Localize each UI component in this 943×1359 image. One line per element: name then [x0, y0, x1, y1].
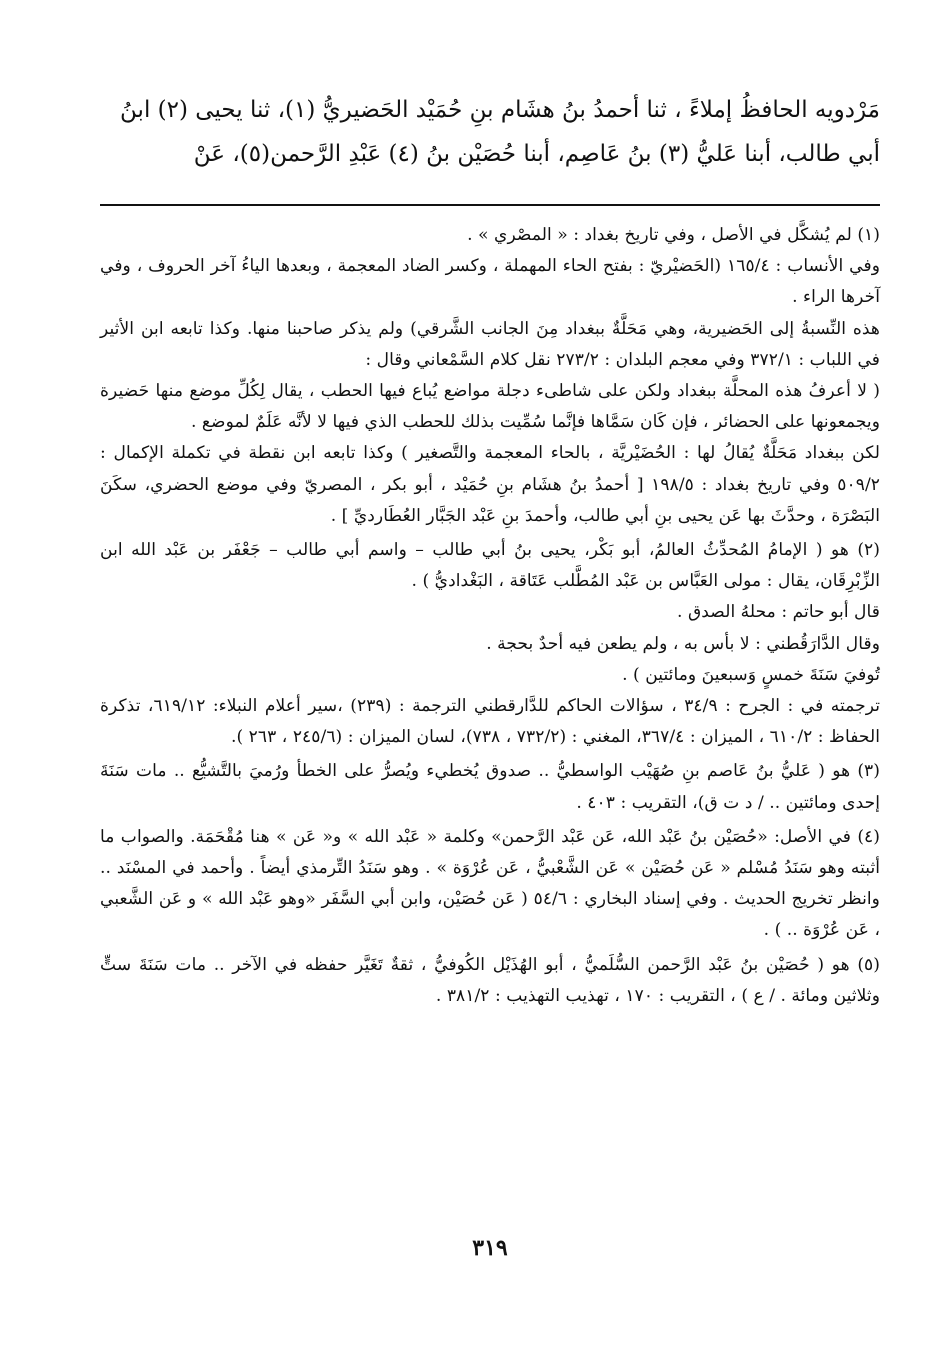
- footnote-line: لكن ببغداد مَحَلَّةٌ يُقالُ لها : الحُضَيْريَّة ، بالحاء المعجمة والتَّصغير ) وكذا تابعه ابن نقطة في تكملة الإكمال : ٥٠٩/٢ وفي تاريخ بغداد : ١٩٨/٥ [ أحمدُ بنُ هشَام بنِ حُمَيْد ، أبو بكر ، المصريّ وفي موضع الحضري، سكَنَ البَصْرَة ، وحدَّثَ بها عَن يحيى بنِ أبي طالب، وأحمدَ بنِ عَبْد الجَبَّار العُطَارديِّ ] .: [100, 443, 880, 526]
- footnote-line: (٥) هو ( حُصَيْن بنُ عَبْد الرَّحمن السُّلَميُّ ، أبو الهُذَيْل الكُوفيُّ ، ثقةٌ تَغَيَّر حفظه في الآخر .. مات سَنَةَ ستٍّ وثلاثين ومائة . / ع ) ، التقريب : ١٧٠ ، تهذيب التهذيب : ٣٨١/٢ .: [100, 954, 880, 1006]
- main-text: [100, 80, 880, 176]
- book-page: [100, 80, 880, 1320]
- footnote-line: (٢) هو ( الإمامُ المُحدِّثُ العالمُ، أبو بَكْر، يحيى بنُ أبي طالب – واسم أبي طالب – جَعْفَر بن عَبْد الله ابن الزِّبْرِقَان، يقال : مولى العَبَّاس بن عَبْد المُطَّلب عَتَاقة ، البَغْداديُّ ) .: [100, 540, 880, 592]
- footnote-line: وفي الأنساب : ١٦٥/٤ (الحَضيْريّ : بفتح الحاء المهملة ، وكسر الضاد المعجمة ، وبعدها الياءُ آخر الحروف ، وفي آخرها الراء .: [100, 256, 880, 308]
- footnote-line: ( لا أعرفُ هذه المحلَّة ببغداد ولكن على شاطىء دجلة مواضع يُباع فيها الحطب ، يقال لِكُلِّ موضع منها حَضيرة ويجمعونها على الحضائر ، فإن كَان سَمَّاها فإنَّما سُمِّيت بذلك للحطب الذي فيها لا لأنَّه عَلَمٌ لموضع .: [100, 381, 880, 433]
- page-number: ٣١٩: [472, 1235, 508, 1261]
- footnote-5: [100, 950, 880, 1012]
- footnote-line: ترجمته في : الجرح : ٣٤/٩ ، سؤالات الحاكم للدَّارقطني الترجمة : (٢٣٩) ،سير أعلام النبلاء: ٦١٩/١٢، تذكرة الحفاظ : ٦١٠/٢ ، الميزان : ٣٦٧/٤، المغني : (٧٣٢/٢ ، ٧٣٨)، لسان الميزان : (٢٤٥/٦ ، ٢٦٣ ).: [100, 696, 880, 748]
- footnote-line: (١) لم يُشكَّل في الأصل ، وفي تاريخ بغداد : « المصْري » .: [467, 225, 880, 245]
- footnote-4: [100, 822, 880, 947]
- footnotes: [100, 220, 880, 1015]
- footnote-line: (٤) في الأصل: «حُصَيْن بنُ عَبْد الله، عَن عَبْد الرَّحمن» وكلمة « عَبْد الله » و« عَن » هنا مُقْحَمَة. والصواب ما أثبته وهو سَنَدُ مُسْلم « عَن حُصَيْن » عَن الشَّعْبيُّ ، عَن عُرْوَة » . وهو سَنَدُ التِّرمذي أيضاً . وأحمد في المسْنَد .. وانظر تخريج الحديث . وفي إسناد البخاري : ٥٤/٦ ( عَن حُصَيْن، وابن أبي السَّفَر «وهو عَبْد الله » و عَن الشَّعبي ، عَن عُرْوَة .. ) .: [100, 826, 880, 941]
- footnote-line: تُوفيَ سَنَةَ خمسٍ وَسبعينَ ومائتين ) .: [622, 664, 880, 685]
- footnote-line: (٣) هو ( عَليُّ بنُ عَاصم بنِ صُهَيْب الواسطيُّ .. صدوق يُخطيء ويُصرُّ على الخطأ ورُميَ بالتَّشيُّع .. مات سَنَةَ إحدى ومائتين .. / د ت ق)، التقريب : ٤٠٣ .: [100, 761, 880, 813]
- footnote-line: هذه النِّسبةُ إلى الحَضيرية، وهي مَحَلَّةٌ ببغداد مِنَ الجانب الشَّرقي) ولم يذكر صاحبنا منها. وكذا تابعه ابن الأثير في اللباب : ٣٧٢/١ وفي معجم البلدان : ٢٧٣/٢ نقل كلام السَّمْعاني وقال :: [100, 318, 880, 370]
- footnote-3: [100, 756, 880, 818]
- footnote-separator: [100, 204, 880, 206]
- footnote-line: قال أبو حاتم : محلهُ الصدق .: [677, 602, 880, 623]
- footnote-1: [100, 220, 880, 532]
- footnote-2: [100, 535, 880, 753]
- footnote-line: وقال الدَّارَقُطني : لا بأس به ، ولم يطعن فيه أحدٌ بحجة .: [486, 633, 880, 654]
- main-text-line: أبي طالب، أبنا عَليُّ (٣) بنُ عَاصِم، أبنا حُصَيْن بنُ (٤) عَبْدِ الرَّحمن(٥)، عَنْ: [193, 141, 880, 167]
- main-text-line: مَرْدويه الحافظُ إملاءً ، ثنا أحمدُ بنُ هشَام بنِ حُمَيْد الحَضيريُّ (١)، ثنا يحيى (٢) ابنُ: [120, 97, 880, 123]
